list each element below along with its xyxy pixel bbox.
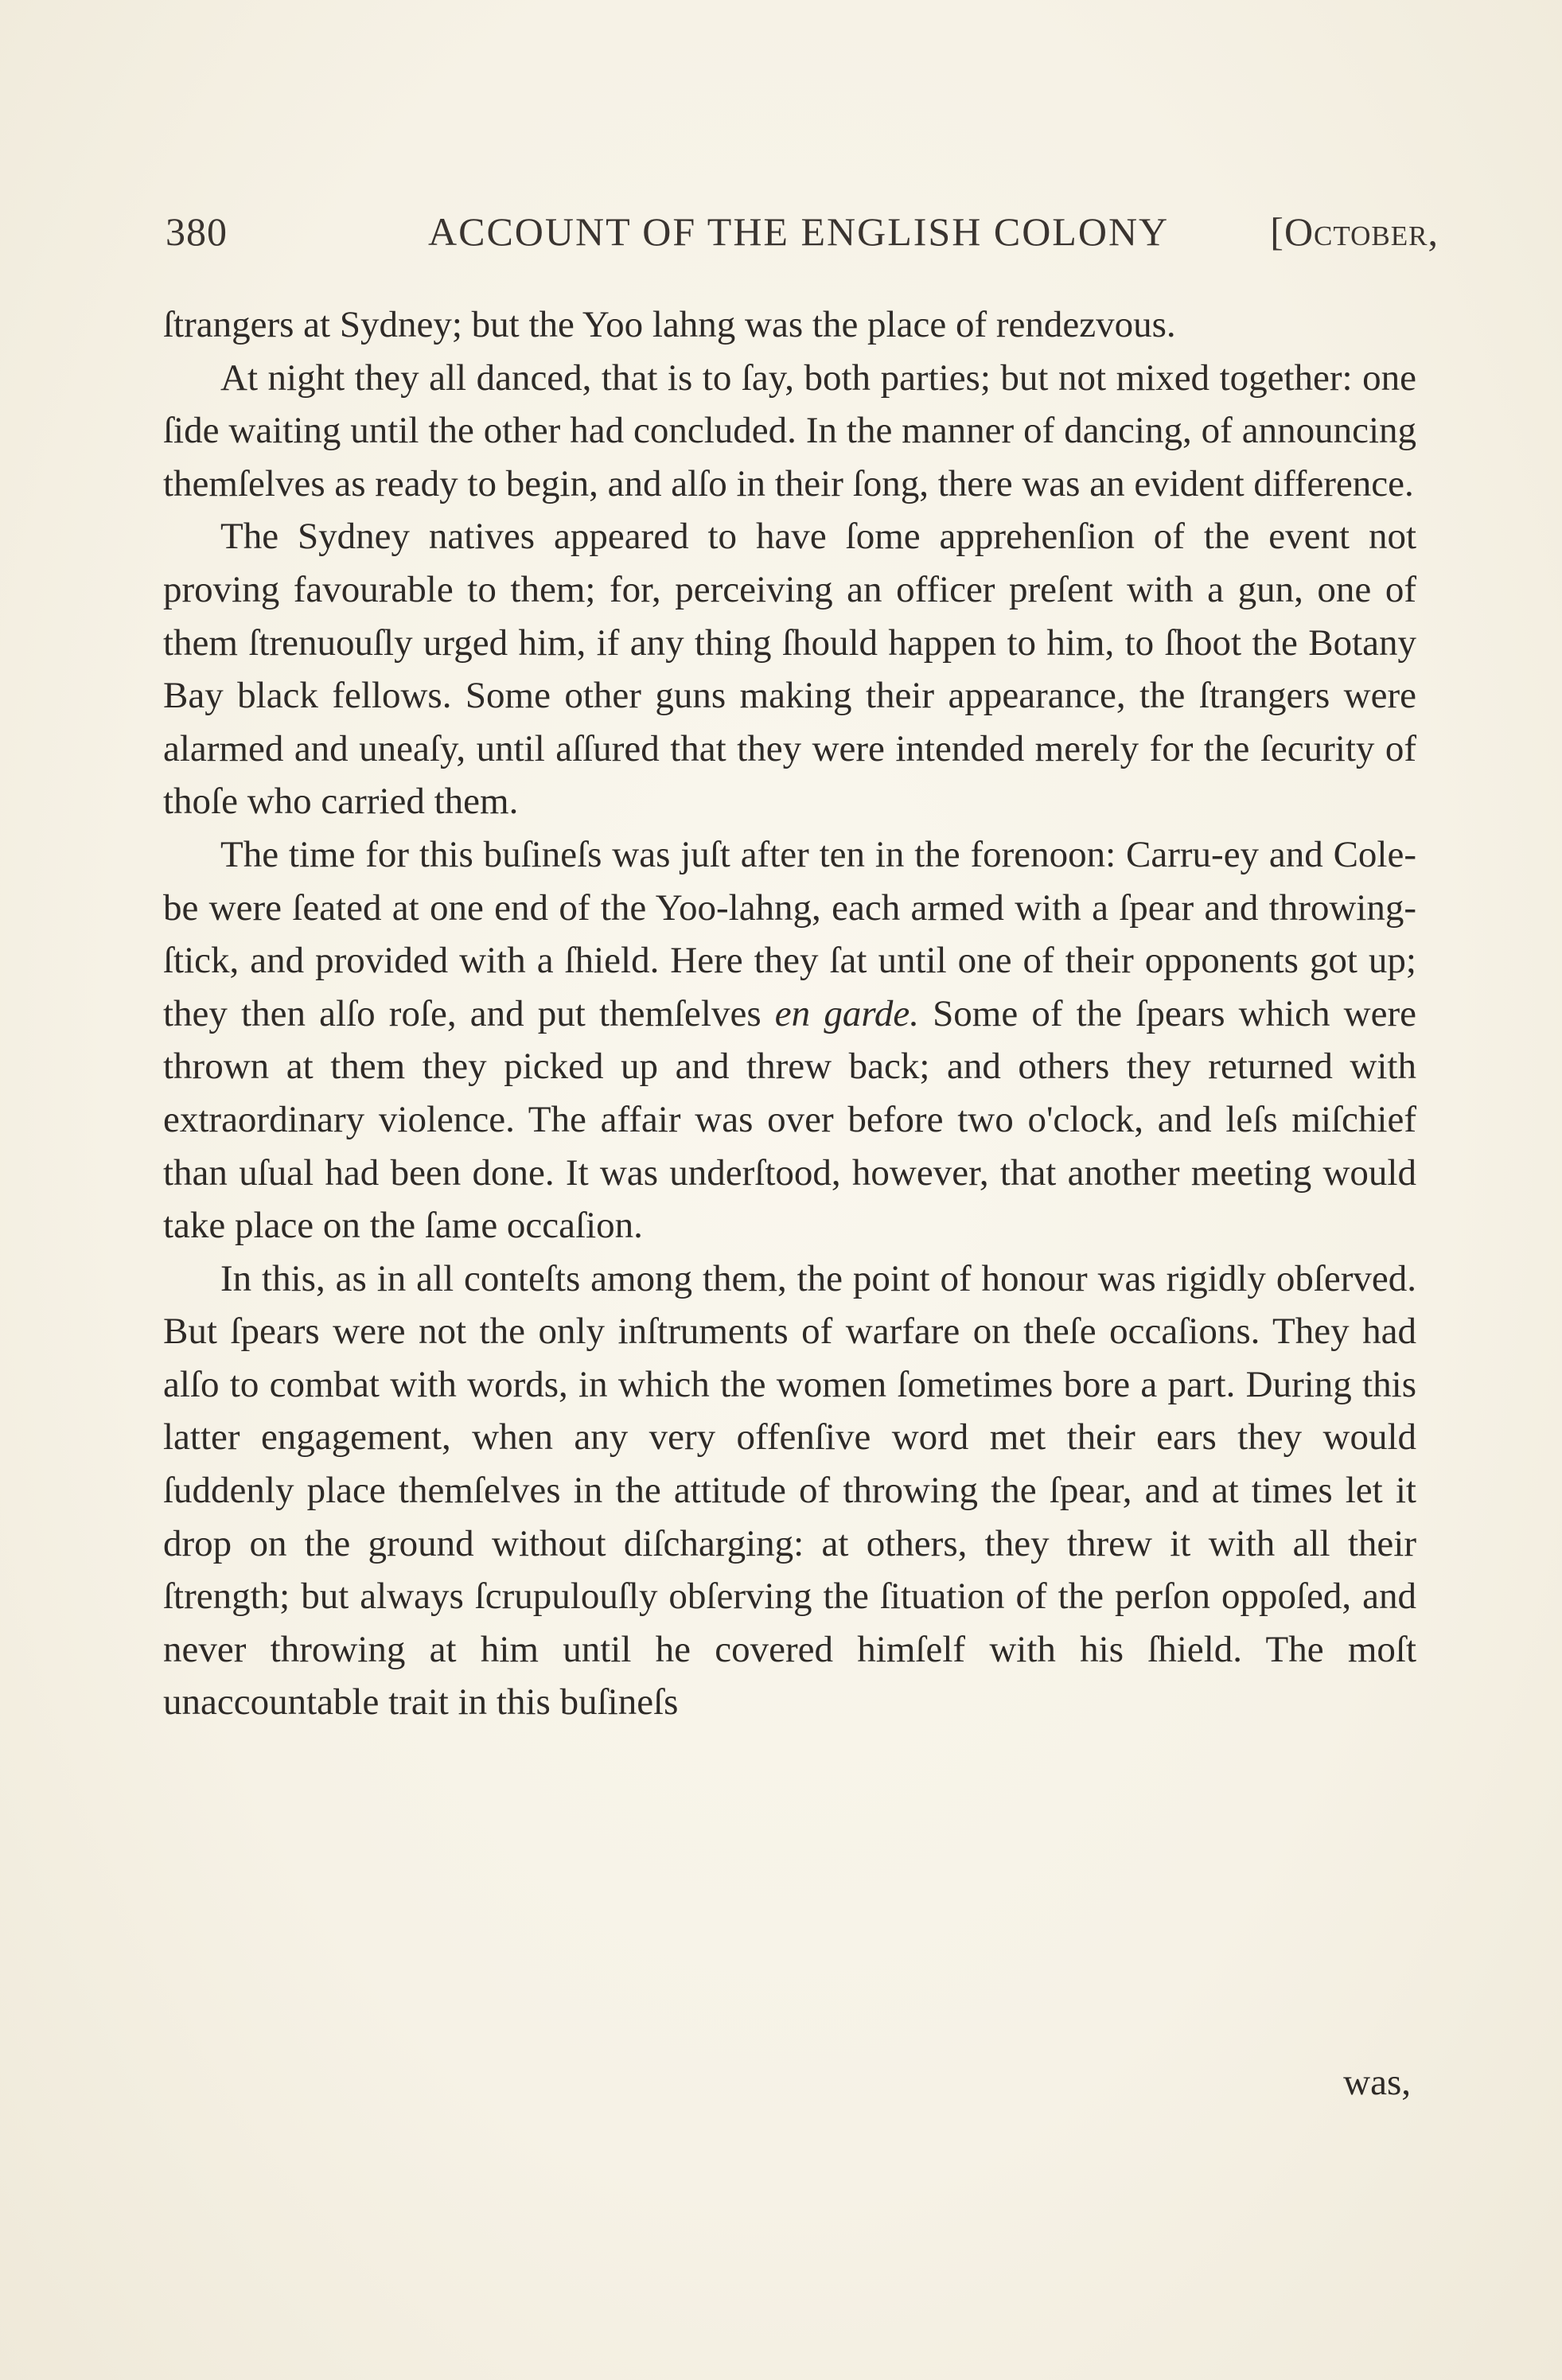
running-title: ACCOUNT OF THE ENGLISH COLONY: [428, 209, 1170, 254]
paragraph-4-part-2: Some of the ſpears which were thrown at them they picked up and threw back; and others they returned with extraordinary violence. The affair was over before two o'clock, and leſs miſchief than uſual had been done. It was underſtood, however, that another meeting would take place on the ſame occaſion.: [163, 992, 1416, 1247]
paragraph-4-part-1: The time for this buſineſs was juſt after ten in the forenoon: Carru-ey and Cole-be were ſeated at one end of the Yoo-lahng, each armed with a ſpear and throwing-ſtick, and provided with a ſhield. Here they ſat until one of their opponents got up; they then alſo roſe, and put themſelves: [163, 833, 1416, 1034]
running-head: [166, 208, 1439, 264]
paragraph-4: [163, 828, 1416, 1252]
paragraph-5: In this, as in all conteſts among them, the point of honour was rigidly obſerved. But ſpears were not the only inſtruments of warfare on theſe occaſions. They had alſo to combat with words, in which the women ſometimes bore a part. During this latter engagement, when any very offenſive word met their ears they would ſuddenly place themſelves in the attitude of throwing the ſpear, and at times let it drop on the ground without diſcharging: at others, they threw it with all their ſtrength; but always ſcrupulouſly obſerving the ſituation of the perſon oppoſed, and never throwing at him until he covered himſelf with his ſhield. The moſt unaccountable trait in this buſineſs: [163, 1257, 1416, 1724]
paragraph-2: At night they all danced, that is to ſay, both parties; but not mixed together: one ſide waiting until the other had concluded. In the manner of dancing, of announcing themſelves as ready to begin, and alſo in their ſong, there was an evident difference.: [163, 356, 1416, 504]
body-text: [163, 298, 1416, 1729]
running-month: [October,: [1270, 209, 1439, 254]
page-number: 380: [166, 209, 228, 254]
catchword: was,: [1343, 2062, 1411, 2103]
paragraph-3: The Sydney natives appeared to have ſome apprehenſion of the event not proving favourable to them; for, perceiving an officer preſent with a gun, one of them ſtrenuouſly urged him, if any thing ſhould happen to him, to ſhoot the Botany Bay black fellows. Some other guns making their appearance, the ſtrangers were alarmed and uneaſy, until aſſured that they were intended merely for the ſecurity of thoſe who carried them.: [163, 516, 1416, 823]
paragraph-1: ſtrangers at Sydney; but the Yoo lahng was the place of rendezvous.: [163, 304, 1176, 345]
italic-phrase: en garde.: [774, 992, 919, 1034]
